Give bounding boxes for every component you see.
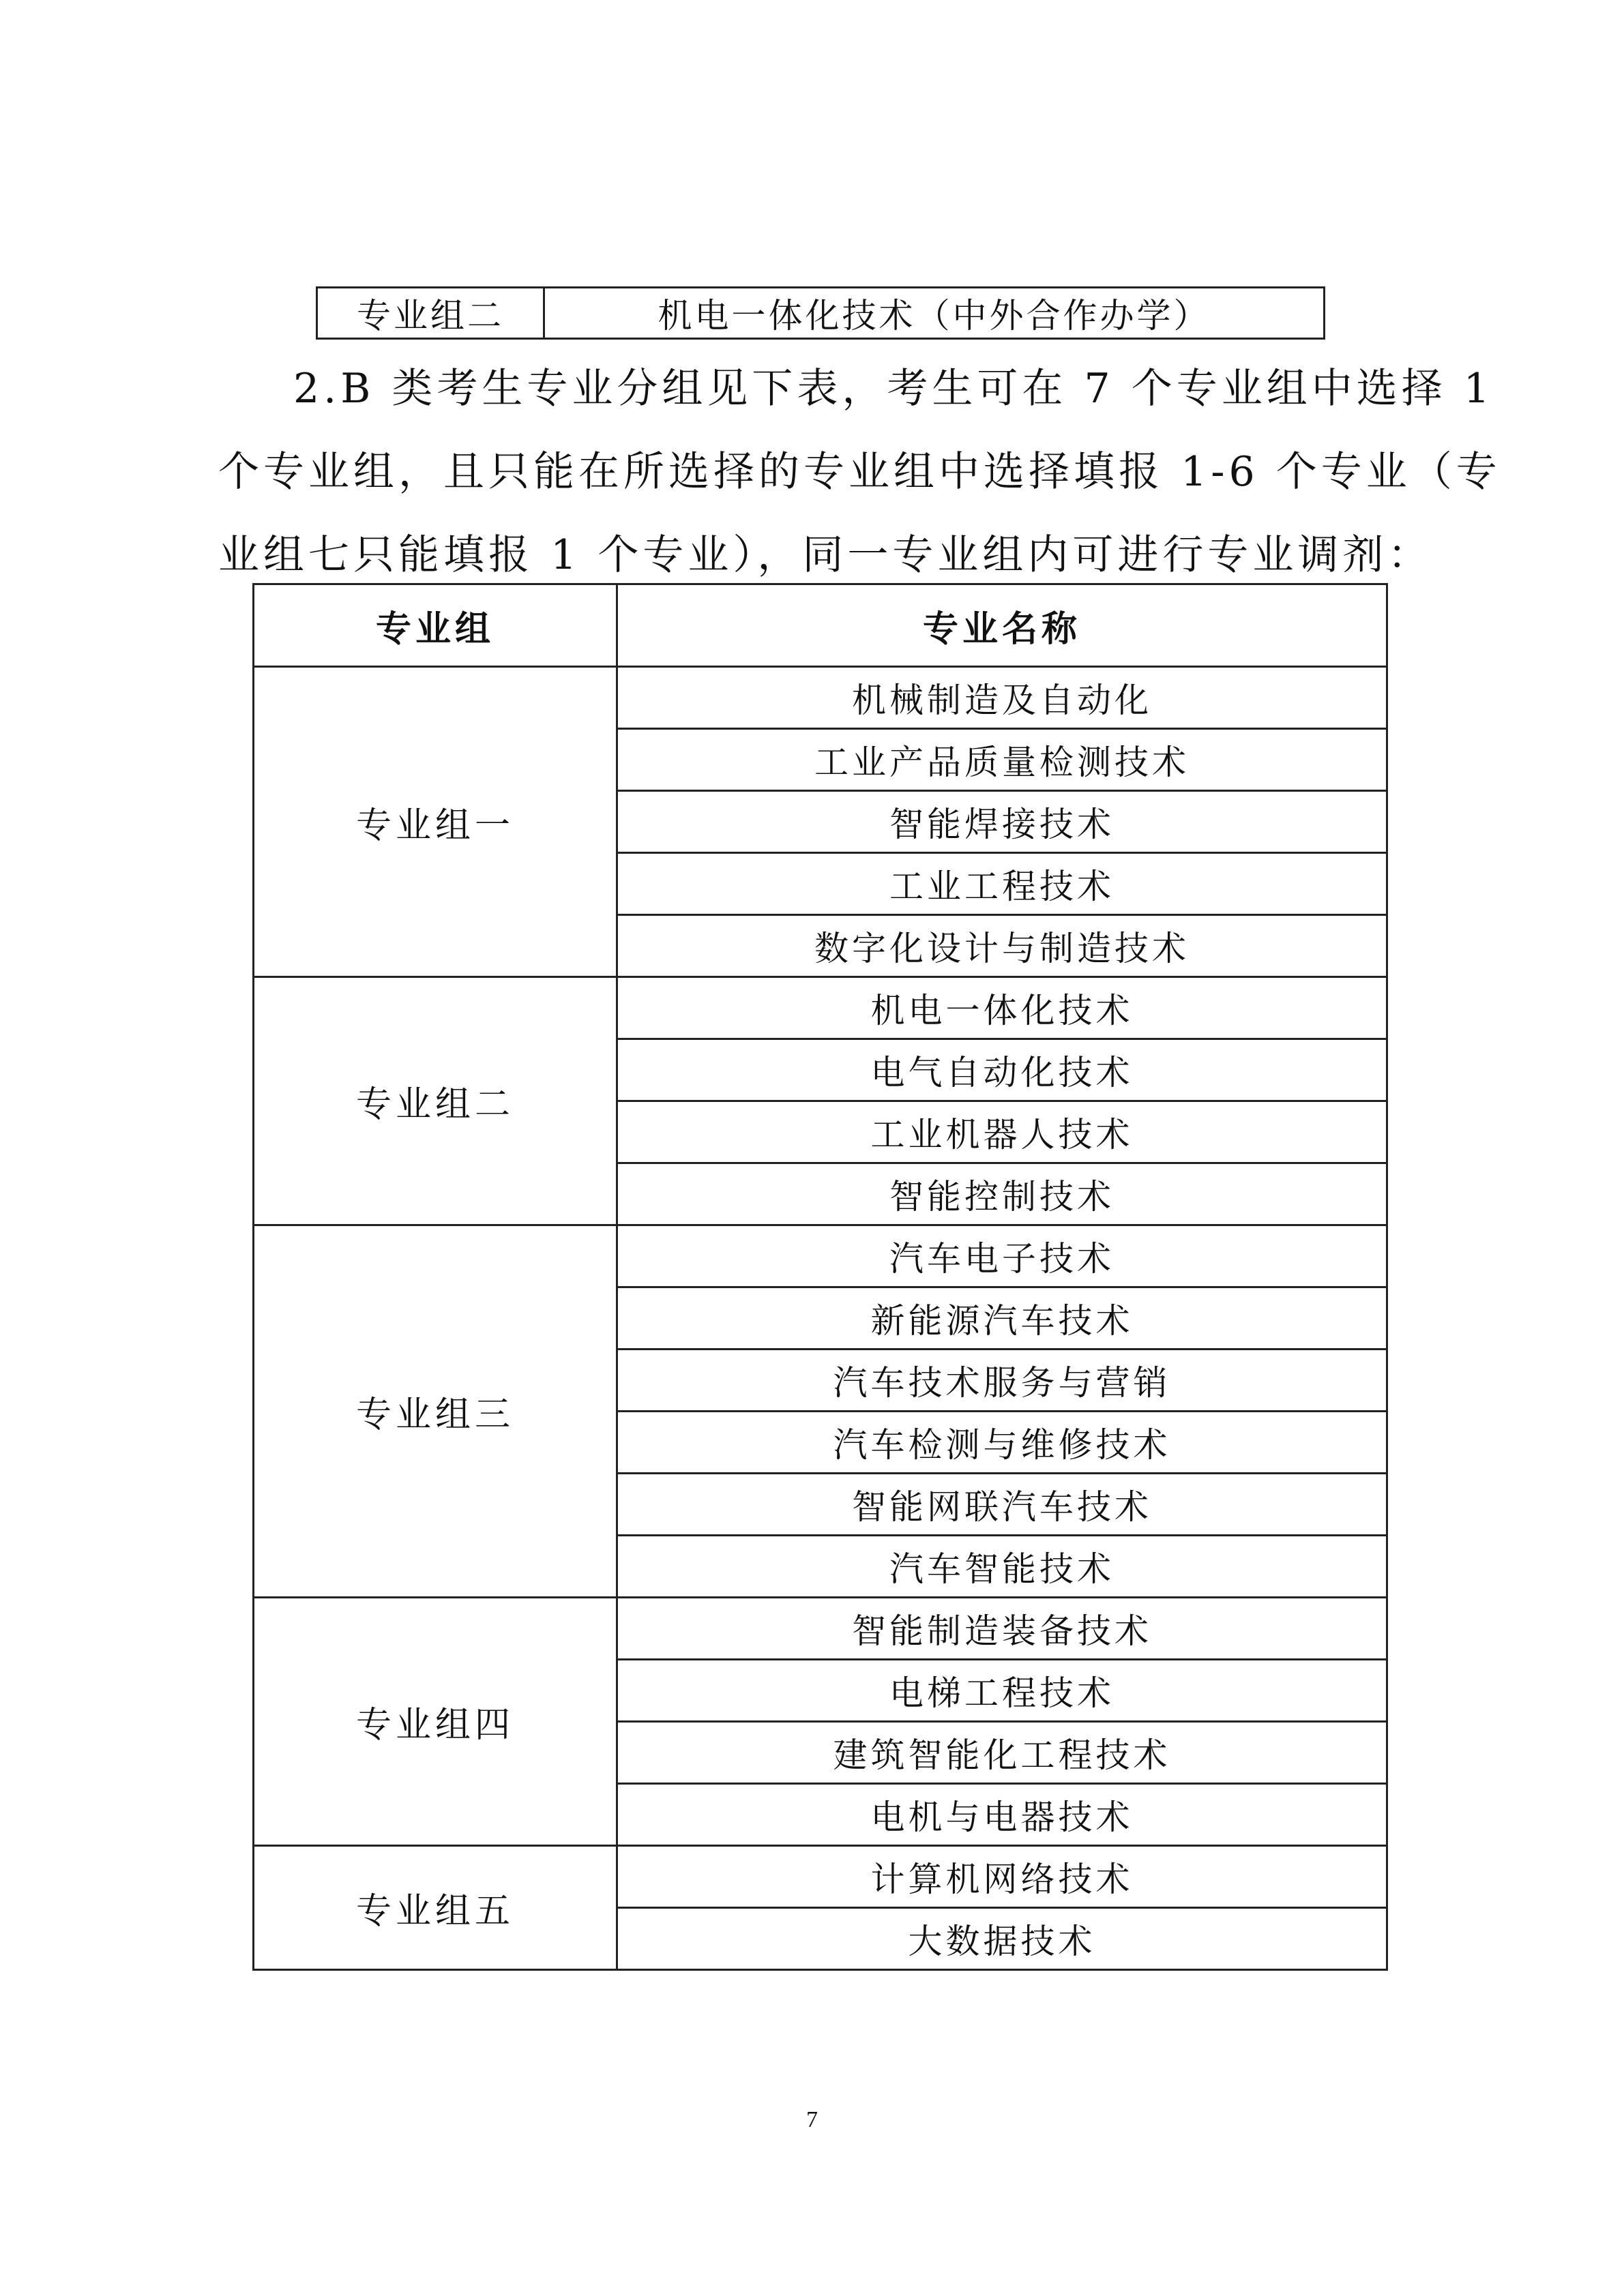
paragraph-line: 2.B 类考生专业分组见下表，考生可在 7 个专业组中选择 1 xyxy=(293,365,1494,413)
page-number: 7 xyxy=(806,2107,818,2132)
continued-table-row xyxy=(316,286,1325,340)
major-name-cell: 电梯工程技术 xyxy=(617,1660,1387,1722)
major-name-cell: 汽车检测与维修技术 xyxy=(617,1412,1387,1474)
group-cell: 专业组二 xyxy=(317,288,544,339)
major-name-cell: 机电一体化技术 xyxy=(617,977,1387,1039)
major-name-cell: 电气自动化技术 xyxy=(617,1039,1387,1101)
major-cell: 机电一体化技术（中外合作办学） xyxy=(544,288,1325,339)
table-header-row xyxy=(254,584,1387,667)
table-row xyxy=(254,667,1387,729)
group-name-cell: 专业组三 xyxy=(254,1225,617,1598)
paragraph-line: 个专业组，且只能在所选择的专业组中选择填报 1-6 个专业（专 xyxy=(218,448,1501,496)
major-name-cell: 电机与电器技术 xyxy=(617,1784,1387,1846)
major-name-cell: 汽车技术服务与营销 xyxy=(617,1350,1387,1412)
major-name-cell: 工业机器人技术 xyxy=(617,1101,1387,1163)
major-name-cell: 新能源汽车技术 xyxy=(617,1287,1387,1350)
major-name-cell: 汽车智能技术 xyxy=(617,1536,1387,1598)
table-row xyxy=(254,1598,1387,1660)
major-name-cell: 智能网联汽车技术 xyxy=(617,1474,1387,1536)
major-name-cell: 机械制造及自动化 xyxy=(617,667,1387,729)
table-row xyxy=(317,288,1325,339)
group-name-cell: 专业组一 xyxy=(254,667,617,977)
major-name-cell: 大数据技术 xyxy=(617,1908,1387,1970)
major-name-cell: 智能控制技术 xyxy=(617,1163,1387,1225)
paragraph-line: 业组七只能填报 1 个专业），同一专业组内可进行专业调剂： xyxy=(218,531,1433,579)
group-name-cell: 专业组四 xyxy=(254,1598,617,1846)
major-name-cell: 智能焊接技术 xyxy=(617,791,1387,853)
major-name-cell: 工业产品质量检测技术 xyxy=(617,729,1387,791)
major-name-cell: 汽车电子技术 xyxy=(617,1225,1387,1287)
header-group: 专业组 xyxy=(254,584,617,667)
major-name-cell: 智能制造装备技术 xyxy=(617,1598,1387,1660)
group-name-cell: 专业组五 xyxy=(254,1846,617,1970)
group-name-cell: 专业组二 xyxy=(254,977,617,1225)
table-row xyxy=(254,1225,1387,1287)
major-name-cell: 工业工程技术 xyxy=(617,853,1387,915)
major-name-cell: 建筑智能化工程技术 xyxy=(617,1722,1387,1784)
table-row xyxy=(254,977,1387,1039)
major-groups-table xyxy=(252,583,1388,1971)
header-major: 专业名称 xyxy=(617,584,1387,667)
major-name-cell: 数字化设计与制造技术 xyxy=(617,915,1387,977)
table-row xyxy=(254,1846,1387,1908)
major-name-cell: 计算机网络技术 xyxy=(617,1846,1387,1908)
